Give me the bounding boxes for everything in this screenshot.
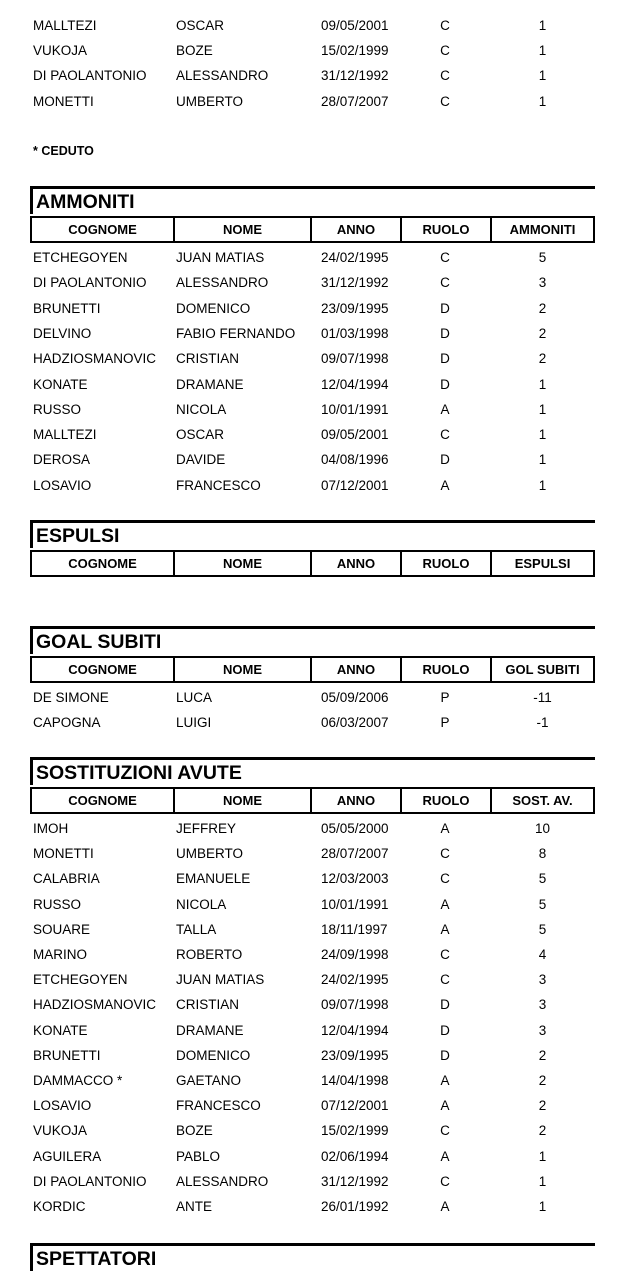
sostituzioni-cognome: LOSAVIO — [33, 1098, 92, 1114]
ammoniti-valore: 1 — [538, 452, 547, 468]
top-row — [0, 13, 638, 38]
sostituzioni-ruolo: A — [440, 921, 450, 937]
ammoniti-nome: DAVIDE — [176, 452, 226, 468]
sostituzioni-ruolo: C — [440, 972, 450, 988]
sostituzioni-valore: 1 — [538, 1199, 547, 1214]
ammoniti-anno: 04/08/1996 — [321, 452, 389, 468]
top-nome: BOZE — [176, 43, 213, 59]
sostituzioni-row — [0, 1194, 638, 1219]
sostituzioni-anno: 12/03/2003 — [321, 871, 389, 887]
sostituzioni-row — [0, 917, 638, 942]
goal-subiti-cognome: DE SIMONE — [33, 690, 109, 705]
ammoniti-valore: 2 — [538, 325, 547, 341]
ammoniti-valore: 5 — [538, 250, 547, 265]
header-ruolo: RUOLO — [402, 789, 492, 812]
sostituzioni-anno: 14/04/1998 — [321, 1073, 389, 1088]
sostituzioni-row — [0, 1093, 638, 1118]
header-sost-av: SOST. AV. — [512, 793, 573, 808]
ammoniti-ruolo: D — [440, 351, 450, 367]
sostituzioni-row — [0, 992, 638, 1017]
header-nome: NOME — [175, 789, 312, 812]
header-ruolo: RUOLO — [402, 552, 492, 575]
ammoniti-row — [0, 270, 638, 295]
top-ruolo: C — [440, 93, 450, 109]
goal-subiti-valore: -1 — [536, 715, 549, 731]
sostituzioni-anno: 23/09/1995 — [321, 1047, 389, 1063]
sostituzioni-valore: 5 — [538, 921, 547, 937]
ammoniti-ruolo: D — [440, 376, 450, 392]
ammoniti-anno: 23/09/1995 — [321, 300, 389, 316]
sostituzioni-ruolo: C — [440, 1173, 450, 1189]
sostituzioni-ruolo: D — [440, 1022, 450, 1038]
goal-subiti-header — [30, 656, 595, 683]
ammoniti-anno: 01/03/1998 — [321, 325, 389, 341]
ammoniti-valore: 1 — [538, 376, 547, 392]
goal-subiti-row — [0, 685, 638, 710]
sostituzioni-row — [0, 942, 638, 967]
ammoniti-cognome: DELVINO — [33, 325, 92, 341]
sostituzioni-row — [0, 967, 638, 992]
sostituzioni-cognome: DAMMACCO * — [33, 1073, 123, 1088]
sostituzioni-cognome: IMOH — [33, 821, 69, 836]
sostituzioni-anno: 09/07/1998 — [321, 997, 389, 1013]
espulsi-title: ESPULSI — [30, 520, 595, 548]
ammoniti-anno: 09/07/1998 — [321, 351, 389, 367]
sostituzioni-row — [0, 816, 638, 841]
sostituzioni-ruolo: A — [440, 821, 450, 836]
ammoniti-nome: FABIO FERNANDO — [176, 325, 296, 341]
sostituzioni-valore: 3 — [538, 1022, 547, 1038]
ammoniti-row — [0, 245, 638, 270]
sostituzioni-nome: JEFFREY — [176, 821, 237, 836]
espulsi-header — [30, 550, 595, 577]
sostituzioni-ruolo: C — [440, 1123, 450, 1139]
ammoniti-anno: 09/05/2001 — [321, 427, 389, 443]
sostituzioni-anno: 15/02/1999 — [321, 1123, 389, 1139]
sostituzioni-ruolo: A — [440, 1148, 450, 1164]
ceduto-note: * CEDUTO — [33, 144, 94, 158]
header-anno: ANNO — [312, 218, 402, 241]
ammoniti-anno: 31/12/1992 — [321, 275, 389, 291]
top-valore: 1 — [538, 18, 547, 33]
sostituzioni-row — [0, 1068, 638, 1093]
sostituzioni-cognome: MONETTI — [33, 846, 94, 862]
ammoniti-ruolo: D — [440, 325, 450, 341]
sostituzioni-header — [30, 787, 595, 814]
sostituzioni-anno: 02/06/1994 — [321, 1148, 389, 1164]
ammoniti-ruolo: C — [440, 427, 450, 443]
sostituzioni-row — [0, 841, 638, 866]
ammoniti-cognome: MALLTEZI — [33, 427, 97, 443]
top-nome: ALESSANDRO — [176, 68, 269, 84]
ammoniti-ruolo: C — [440, 250, 450, 265]
sostituzioni-cognome: RUSSO — [33, 896, 82, 912]
sostituzioni-cognome: MARINO — [33, 947, 87, 962]
top-row — [0, 63, 638, 88]
ammoniti-nome: OSCAR — [176, 427, 225, 443]
ammoniti-row — [0, 372, 638, 397]
sostituzioni-valore: 3 — [538, 972, 547, 988]
sostituzioni-nome: UMBERTO — [176, 846, 244, 862]
ammoniti-nome: JUAN MATIAS — [176, 250, 265, 265]
sostituzioni-ruolo: A — [440, 896, 450, 912]
top-anno: 31/12/1992 — [321, 68, 389, 84]
ammoniti-row — [0, 447, 638, 472]
sostituzioni-cognome: HADZIOSMANOVIC — [33, 997, 157, 1013]
goal-subiti-anno: 05/09/2006 — [321, 690, 389, 705]
goal-subiti-row — [0, 710, 638, 735]
goal-subiti-ruolo: P — [440, 690, 450, 705]
ammoniti-row — [0, 473, 638, 498]
header-ammoniti: AMMONITI — [509, 222, 576, 237]
top-anno: 28/07/2007 — [321, 93, 389, 109]
sostituzioni-valore: 10 — [534, 821, 551, 836]
sostituzioni-row — [0, 866, 638, 891]
goal-subiti-nome: LUIGI — [176, 715, 212, 731]
header-nome: NOME — [175, 552, 312, 575]
sostituzioni-anno: 26/01/1992 — [321, 1199, 389, 1214]
header-nome: NOME — [175, 218, 312, 241]
ammoniti-valore: 1 — [538, 477, 547, 493]
sostituzioni-cognome: ETCHEGOYEN — [33, 972, 128, 988]
sostituzioni-nome: PABLO — [176, 1148, 221, 1164]
ammoniti-cognome: BRUNETTI — [33, 300, 101, 316]
ammoniti-valore: 3 — [538, 275, 547, 291]
sostituzioni-ruolo: A — [440, 1098, 450, 1114]
ammoniti-row — [0, 422, 638, 447]
ammoniti-nome: ALESSANDRO — [176, 275, 269, 291]
goal-subiti-valore: -11 — [533, 690, 552, 705]
ammoniti-header — [30, 216, 595, 243]
sostituzioni-nome: TALLA — [176, 921, 217, 937]
ammoniti-anno: 07/12/2001 — [321, 477, 389, 493]
ammoniti-ruolo: A — [440, 401, 450, 417]
sostituzioni-ruolo: A — [440, 1199, 450, 1214]
sostituzioni-valore: 4 — [538, 947, 547, 962]
sostituzioni-cognome: KORDIC — [33, 1199, 86, 1214]
sostituzioni-nome: NICOLA — [176, 896, 227, 912]
header-cognome: COGNOME — [32, 658, 175, 681]
sostituzioni-nome: JUAN MATIAS — [176, 972, 265, 988]
ammoniti-valore: 1 — [538, 401, 547, 417]
header-cognome: COGNOME — [32, 789, 175, 812]
header-anno: ANNO — [312, 789, 402, 812]
sostituzioni-row — [0, 1169, 638, 1194]
sostituzioni-anno: 12/04/1994 — [321, 1022, 389, 1038]
top-nome: UMBERTO — [176, 93, 244, 109]
header-nome: NOME — [175, 658, 312, 681]
ammoniti-ruolo: D — [440, 452, 450, 468]
sostituzioni-cognome: BRUNETTI — [33, 1047, 101, 1063]
ammoniti-cognome: HADZIOSMANOVIC — [33, 351, 157, 367]
ammoniti-ruolo: D — [440, 300, 450, 316]
ammoniti-cognome: DEROSA — [33, 452, 91, 468]
ammoniti-valore: 2 — [538, 351, 547, 367]
ammoniti-anno: 10/01/1991 — [321, 401, 389, 417]
goal-subiti-cognome: CAPOGNA — [33, 715, 101, 731]
ammoniti-cognome: KONATE — [33, 376, 88, 392]
sostituzioni-valore: 5 — [538, 896, 547, 912]
sostituzioni-cognome: SOUARE — [33, 921, 91, 937]
sostituzioni-nome: BOZE — [176, 1123, 213, 1139]
sostituzioni-ruolo: D — [440, 1047, 450, 1063]
sostituzioni-anno: 05/05/2000 — [321, 821, 389, 836]
ammoniti-anno: 24/02/1995 — [321, 250, 389, 265]
ammoniti-ruolo: A — [440, 477, 450, 493]
sostituzioni-anno: 24/09/1998 — [321, 947, 389, 962]
sostituzioni-valore: 5 — [538, 871, 547, 887]
sostituzioni-cognome: KONATE — [33, 1022, 88, 1038]
header-espulsi: ESPULSI — [514, 556, 571, 571]
ammoniti-nome: NICOLA — [176, 401, 227, 417]
header-cognome: COGNOME — [32, 552, 175, 575]
sostituzioni-anno: 18/11/1997 — [321, 921, 388, 937]
ammoniti-nome: DOMENICO — [176, 300, 251, 316]
sostituzioni-ruolo: C — [440, 846, 450, 862]
sostituzioni-row — [0, 1118, 638, 1143]
top-anno: 15/02/1999 — [321, 43, 389, 59]
ammoniti-ruolo: C — [440, 275, 450, 291]
sostituzioni-row — [0, 1043, 638, 1068]
ammoniti-row — [0, 397, 638, 422]
sostituzioni-nome: CRISTIAN — [176, 997, 240, 1013]
sostituzioni-cognome: AGUILERA — [33, 1148, 102, 1164]
ammoniti-nome: FRANCESCO — [176, 477, 261, 493]
sostituzioni-nome: ROBERTO — [176, 947, 243, 962]
ammoniti-nome: DRAMANE — [176, 376, 244, 392]
sostituzioni-nome: FRANCESCO — [176, 1098, 261, 1114]
sostituzioni-ruolo: C — [440, 947, 450, 962]
sostituzioni-valore: 1 — [538, 1148, 547, 1164]
sostituzioni-cognome: CALABRIA — [33, 871, 100, 887]
sostituzioni-cognome: DI PAOLANTONIO — [33, 1173, 147, 1189]
top-ruolo: C — [440, 43, 450, 59]
top-cognome: MONETTI — [33, 93, 94, 109]
top-cognome: MALLTEZI — [33, 18, 97, 33]
header-anno: ANNO — [312, 552, 402, 575]
sostituzioni-ruolo: C — [440, 871, 450, 887]
sostituzioni-nome: EMANUELE — [176, 871, 251, 887]
sostituzioni-row — [0, 1144, 638, 1169]
top-valore: 1 — [538, 43, 547, 59]
ammoniti-row — [0, 296, 638, 321]
sostituzioni-anno: 31/12/1992 — [321, 1173, 389, 1189]
sostituzioni-valore: 2 — [538, 1073, 547, 1088]
ammoniti-title: AMMONITI — [30, 186, 595, 214]
sostituzioni-cognome: VUKOJA — [33, 1123, 88, 1139]
sostituzioni-valore: 1 — [538, 1173, 547, 1189]
goal-subiti-anno: 06/03/2007 — [321, 715, 389, 731]
ammoniti-cognome: ETCHEGOYEN — [33, 250, 128, 265]
ammoniti-anno: 12/04/1994 — [321, 376, 389, 392]
top-row — [0, 38, 638, 63]
sostituzioni-title: SOSTITUZIONI AVUTE — [30, 757, 595, 785]
ammoniti-valore: 1 — [538, 427, 547, 443]
sostituzioni-nome: ALESSANDRO — [176, 1173, 269, 1189]
sostituzioni-valore: 8 — [538, 846, 547, 862]
goal-subiti-ruolo: P — [440, 715, 450, 731]
sostituzioni-valore: 2 — [538, 1098, 547, 1114]
sostituzioni-anno: 28/07/2007 — [321, 846, 389, 862]
spettatori-title: SPETTATORI — [30, 1243, 595, 1271]
header-ruolo: RUOLO — [402, 658, 492, 681]
sostituzioni-anno: 24/02/1995 — [321, 972, 389, 988]
sostituzioni-nome: DOMENICO — [176, 1047, 251, 1063]
top-cognome: VUKOJA — [33, 43, 88, 59]
top-nome: OSCAR — [176, 18, 225, 33]
ammoniti-valore: 2 — [538, 300, 547, 316]
top-anno: 09/05/2001 — [321, 18, 389, 33]
ammoniti-cognome: DI PAOLANTONIO — [33, 275, 147, 291]
sostituzioni-anno: 10/01/1991 — [321, 896, 389, 912]
sostituzioni-ruolo: D — [440, 997, 450, 1013]
sostituzioni-row — [0, 892, 638, 917]
ammoniti-cognome: LOSAVIO — [33, 477, 92, 493]
goal-subiti-nome: LUCA — [176, 690, 213, 705]
sostituzioni-valore: 3 — [538, 997, 547, 1013]
goal-subiti-title: GOAL SUBITI — [30, 626, 595, 654]
ammoniti-row — [0, 321, 638, 346]
sostituzioni-valore: 2 — [538, 1123, 547, 1139]
top-valore: 1 — [538, 68, 547, 84]
header-anno: ANNO — [312, 658, 402, 681]
header-gol-subiti: GOL SUBITI — [505, 662, 580, 677]
sostituzioni-nome: GAETANO — [176, 1073, 242, 1088]
top-cognome: DI PAOLANTONIO — [33, 68, 147, 84]
top-row — [0, 89, 638, 114]
sostituzioni-nome: ANTE — [176, 1199, 213, 1214]
header-ruolo: RUOLO — [402, 218, 492, 241]
ammoniti-row — [0, 346, 638, 371]
sostituzioni-ruolo: A — [440, 1073, 450, 1088]
sostituzioni-valore: 2 — [538, 1047, 547, 1063]
ammoniti-nome: CRISTIAN — [176, 351, 240, 367]
top-valore: 1 — [538, 93, 547, 109]
top-ruolo: C — [440, 68, 450, 84]
sostituzioni-row — [0, 1018, 638, 1043]
top-ruolo: C — [440, 18, 450, 33]
sostituzioni-anno: 07/12/2001 — [321, 1098, 389, 1114]
sostituzioni-nome: DRAMANE — [176, 1022, 244, 1038]
header-cognome: COGNOME — [32, 218, 175, 241]
ammoniti-cognome: RUSSO — [33, 401, 82, 417]
